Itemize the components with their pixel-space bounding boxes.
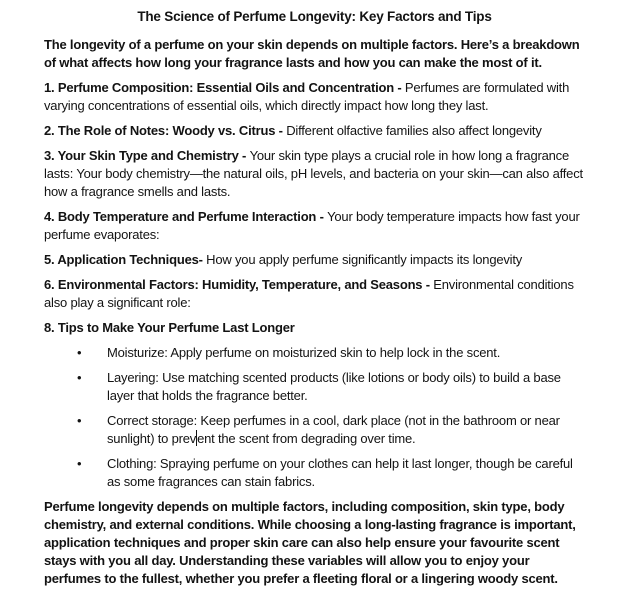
bullet-text: Moisturize: Apply perfume on moisturized skin to help lock in the scent. [107, 345, 501, 360]
section-paragraph-2[interactable] [44, 122, 585, 140]
list-item-layering[interactable] [44, 369, 585, 405]
section-paragraph-5[interactable] [44, 251, 585, 269]
section-heading-2: 2. The Role of Notes: Woody vs. Citrus - [44, 123, 287, 138]
section-heading-1: 1. Perfume Composition: Essential Oils and Concentration - [44, 80, 405, 95]
section-heading-5: 5. Application Techniques- [44, 252, 207, 267]
document-title[interactable]: The Science of Perfume Longevity: Key Factors and Tips [137, 9, 492, 24]
section-paragraph-1[interactable] [44, 79, 585, 115]
section-body-1: Perfumes are formulated with varying concentrations of essential oils, which directly impact how long they last. [44, 80, 570, 113]
intro-paragraph[interactable]: The longevity of a perfume on your skin depends on multiple factors. Here’s a breakdown of what affects how long your fragrance lasts and how you can make the most of it. [44, 37, 580, 70]
bullet-text: Clothing: Spraying perfume on your clothes can help it last longer, though be careful as some fragrances can stain fabrics. [107, 456, 573, 489]
section-heading-6: 6. Environmental Factors: Humidity, Temperature, and Seasons - [44, 277, 434, 292]
list-item-correct-storage[interactable] [44, 412, 585, 448]
bullet-text-before-caret: Correct storage: Keep perfumes in a cool, dark place (not in the bathroom or near sunlight) to prev [107, 413, 560, 446]
list-item-clothing[interactable] [44, 455, 585, 491]
section-paragraph-3[interactable] [44, 147, 585, 201]
section-heading-4: 4. Body Temperature and Perfume Interaction - [44, 209, 328, 224]
tips-list [44, 344, 585, 491]
section-body-2: Different olfactive families also affect longevity [286, 123, 542, 138]
section-body-5: How you apply perfume significantly impacts its longevity [206, 252, 523, 267]
section-body-3: Your skin type plays a crucial role in how long a fragrance lasts: Your body chemistry—the natural oils, pH levels, and bacteria on your skin—can also affect how a fragrance smells and lasts. [44, 148, 583, 199]
section-body-6: Environmental conditions also play a significant role: [44, 277, 574, 310]
section-paragraph-6[interactable] [44, 276, 585, 312]
section-heading-3: 3. Your Skin Type and Chemistry - [44, 148, 250, 163]
section-paragraph-4[interactable] [44, 208, 585, 244]
closing-paragraph[interactable]: Perfume longevity depends on multiple factors, including composition, skin type, body chemistry, and external conditions. While choosing a long-lasting fragrance is important, application techniques and proper skin care can also help ensure your favourite scent stays with you all day. Understanding these variables will allow you to enjoy your perfumes to the fullest, whether you prefer a fleeting floral or a lingering woody scent. [44, 499, 576, 586]
bullet-text: Layering: Use matching scented products (like lotions or body oils) to build a base layer that holds the fragrance better. [107, 370, 561, 403]
section-body-4: Your body temperature impacts how fast your perfume evaporates: [44, 209, 580, 242]
tips-heading[interactable]: 8. Tips to Make Your Perfume Last Longer [44, 320, 295, 335]
list-item-moisturize[interactable] [44, 344, 585, 362]
bullet-text-after-caret: ent the scent from degrading over time. [197, 431, 416, 446]
